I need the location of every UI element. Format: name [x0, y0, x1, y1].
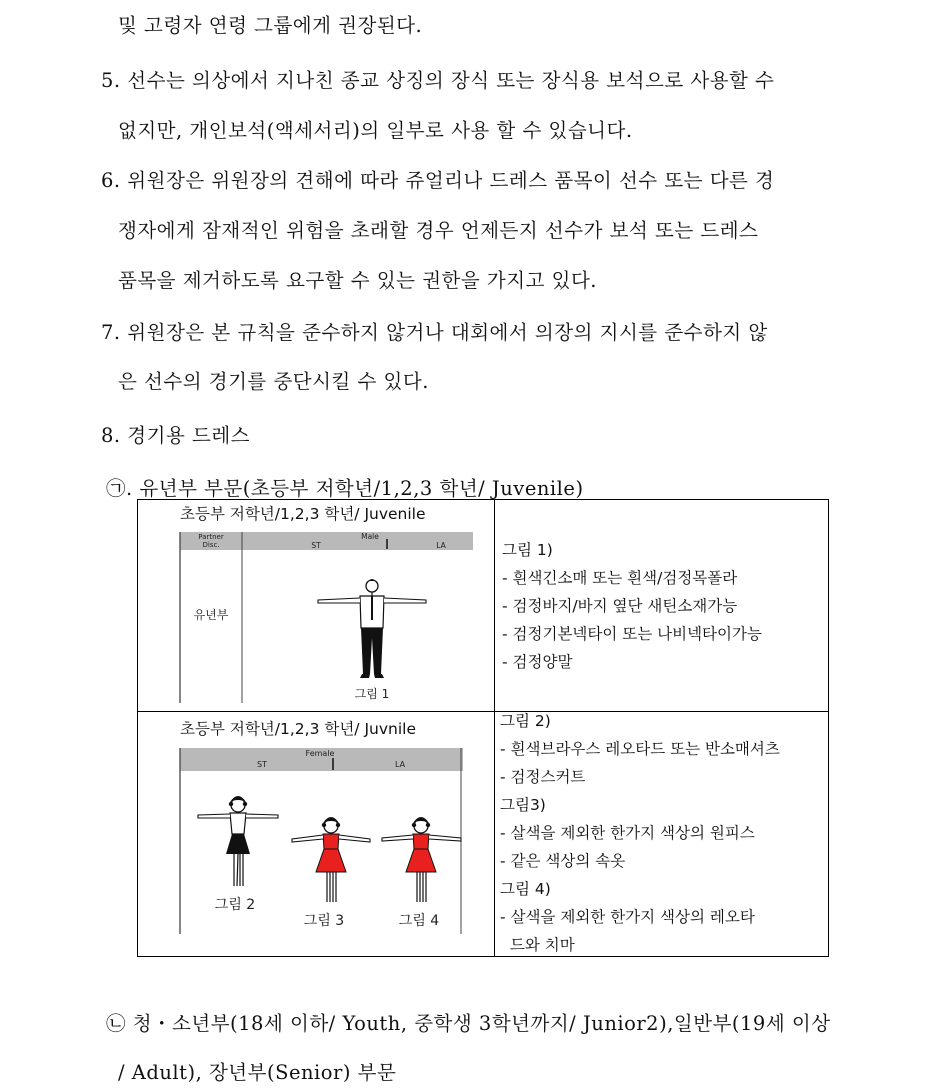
item-6-cont: 쟁자에게 잠재적인 위험을 초래할 경우 언제든지 선수가 보석 또는 드레스 — [118, 219, 759, 242]
female-dancer-figure-2 — [198, 796, 278, 886]
item-6: 6. 위원장은 위원장의 견해에 따라 쥬얼리나 드레스 품목이 선수 또는 다른 경 — [101, 169, 775, 192]
row2-description — [500, 707, 780, 959]
male-figure-diagram — [178, 528, 478, 708]
figure-4-label: 그림 4 — [398, 913, 440, 929]
figure-2-label: 그림 2 — [214, 897, 256, 913]
desc-fig1-item: - 검정바지/바지 옆단 새틴소재가능 — [502, 597, 738, 615]
desc-line: 그림 2) — [500, 712, 551, 730]
desc-fig1-item: - 검정기본넥타이 또는 나비넥타이가능 — [502, 625, 762, 643]
desc-line: - 살색을 제외한 한가지 색상의 레오타 — [500, 908, 755, 926]
desc-line: 그림 4) — [500, 880, 551, 898]
item-8-heading: 8. 경기용 드레스 — [101, 424, 251, 447]
female-figure-diagram — [178, 744, 478, 939]
header-st: ST — [257, 760, 267, 769]
row-label-juvenile: 유년부 — [193, 608, 229, 622]
female-dancer-figure-3 — [292, 817, 370, 902]
item-5: 5. 선수는 의상에서 지나친 종교 상징의 장식 또는 장식용 보석으로 사용할 수 — [101, 69, 775, 92]
desc-line: - 살색을 제외한 한가지 색상의 원피스 — [500, 824, 755, 842]
table-col-divider — [494, 500, 495, 956]
item-6-cont2: 품목을 제거하도록 요구할 수 있는 권한을 가지고 있다. — [118, 269, 598, 292]
subsection-b-cont: / Adult), 장년부(Senior) 부문 — [118, 1061, 397, 1084]
header-la: LA — [436, 541, 446, 550]
header-la: LA — [394, 760, 406, 769]
desc-line: - 같은 색상의 속옷 — [500, 852, 626, 870]
row1-title: 초등부 저학년/1,2,3 학년/ Juvenile — [180, 505, 426, 523]
item-7: 7. 위원장은 본 규칙을 준수하지 않거나 대회에서 의장의 지시를 준수하지 않 — [101, 321, 768, 344]
figure-3-label: 그림 3 — [303, 913, 345, 929]
header-female: Female — [305, 749, 335, 758]
text-line: 및 고령자 연령 그룹에게 권장된다. — [118, 14, 423, 37]
row2-title: 초등부 저학년/1,2,3 학년/ Juvnile — [180, 720, 416, 738]
desc-line: 드와 치마 — [500, 936, 575, 954]
male-dancer-figure — [318, 579, 426, 678]
desc-fig1-item: - 검정양말 — [502, 653, 573, 671]
desc-fig1-item: - 흰색긴소매 또는 흰색/검정목폴라 — [502, 569, 738, 587]
female-dancer-figure-4 — [382, 817, 461, 902]
dress-table — [137, 499, 829, 957]
header-partner: Partner — [198, 533, 224, 541]
row1-description — [502, 536, 762, 676]
subsection-a-heading: ㉠. 유년부 부문(초등부 저학년/1,2,3 학년/ Juvenile) — [106, 477, 584, 500]
desc-line: 그림3) — [500, 796, 546, 814]
item-7-cont: 은 선수의 경기를 중단시킬 수 있다. — [118, 370, 429, 393]
desc-fig1-title: 그림 1) — [502, 541, 553, 559]
header-male: Male — [361, 532, 379, 541]
header-disc: Disc. — [202, 541, 220, 549]
subsection-b-heading: ㉡ 청・소년부(18세 이하/ Youth, 중학생 3학년까지/ Junior2),일반부(19세 이상 — [106, 1012, 831, 1035]
item-5-cont: 없지만, 개인보석(액세서리)의 일부로 사용 할 수 있습니다. — [118, 119, 633, 142]
desc-line: - 흰색브라우스 레오타드 또는 반소매셔츠 — [500, 740, 780, 758]
header-st: ST — [311, 541, 321, 550]
figure-1-label: 그림 1 — [354, 687, 390, 701]
desc-line: - 검정스커트 — [500, 768, 586, 786]
